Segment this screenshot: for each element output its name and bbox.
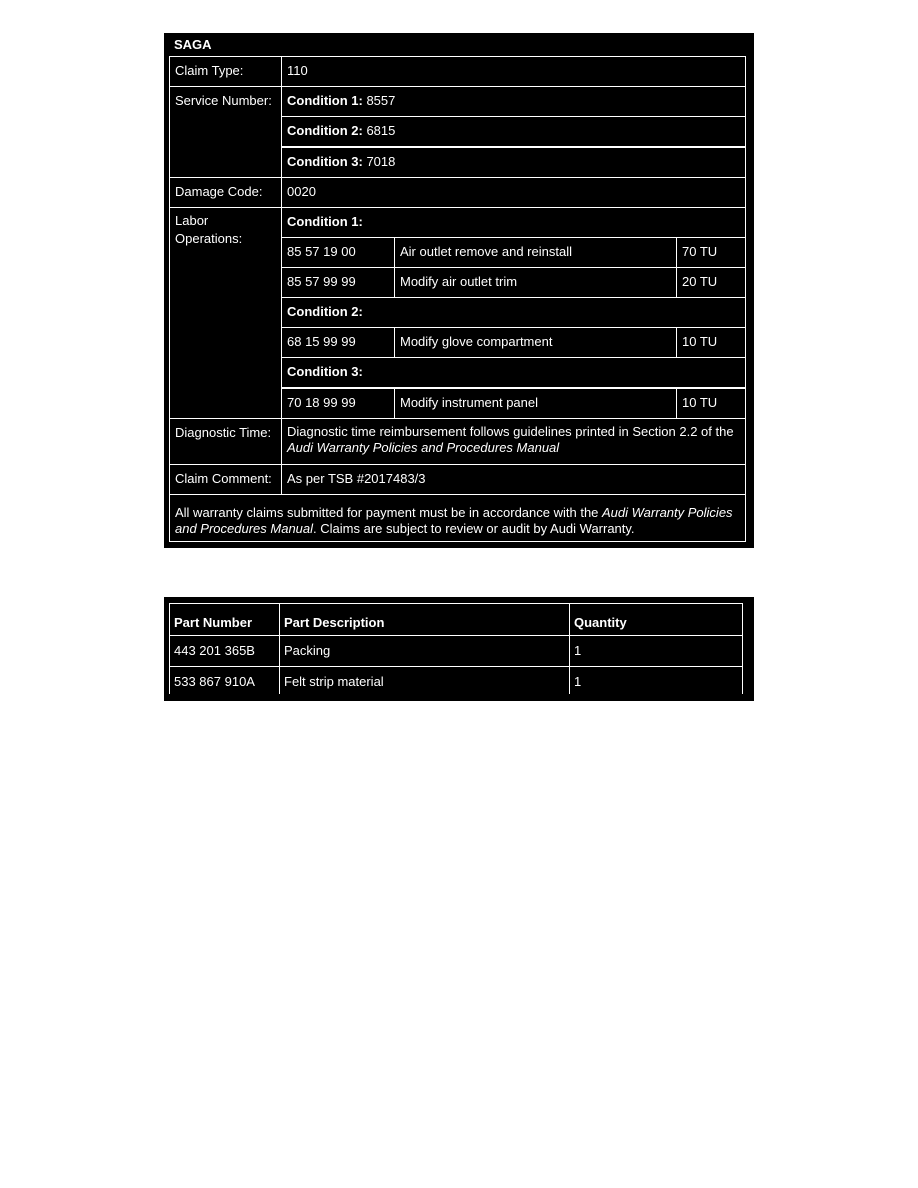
service-condition-1: Condition 1: 8557 <box>281 86 746 117</box>
labor-condition-1: Condition 1: <box>281 207 746 238</box>
column-header-quantity: Quantity <box>569 603 743 635</box>
service-condition-2: Condition 2: 6815 <box>281 116 746 147</box>
service-number-label: Service Number: <box>169 86 282 178</box>
saga-title: SAGA <box>174 37 212 52</box>
parts-table <box>164 597 754 701</box>
labor-description: Modify instrument panel <box>394 388 677 419</box>
diagnostic-time-value: Diagnostic time reimbursement follows guidelines printed in Section 2.2 of the Audi Warranty Policies and Procedures Manual <box>281 418 746 465</box>
labor-description: Modify glove compartment <box>394 327 677 358</box>
part-number: 443 201 365B <box>169 635 279 666</box>
service-condition-3: Condition 3: 7018 <box>281 147 746 178</box>
claim-type-value: 110 <box>281 56 746 87</box>
labor-time: 10 TU <box>676 388 746 419</box>
part-quantity: 1 <box>569 666 743 694</box>
warranty-footer: All warranty claims submitted for payment must be in accordance with the Audi Warranty Policies and Procedures Manual. Claims are subject to review or audit by Audi Warranty. <box>169 494 746 542</box>
saga-table <box>164 33 754 548</box>
labor-time: 20 TU <box>676 267 746 298</box>
column-header-part-description: Part Description <box>279 603 569 635</box>
claim-comment-value: As per TSB #2017483/3 <box>281 464 746 495</box>
labor-condition-2: Condition 2: <box>281 297 746 328</box>
claim-comment-label: Claim Comment: <box>169 464 282 495</box>
labor-code: 70 18 99 99 <box>281 388 395 419</box>
damage-code-label: Damage Code: <box>169 177 282 208</box>
labor-code: 85 57 19 00 <box>281 237 395 268</box>
labor-condition-3: Condition 3: <box>281 357 746 388</box>
labor-description: Air outlet remove and reinstall <box>394 237 677 268</box>
part-description: Felt strip material <box>279 666 569 694</box>
diagnostic-time-label: Diagnostic Time: <box>169 418 282 465</box>
labor-operations-label: Labor Operations: <box>169 207 282 419</box>
part-number: 533 867 910A <box>169 666 279 694</box>
part-quantity: 1 <box>569 635 743 666</box>
labor-code: 85 57 99 99 <box>281 267 395 298</box>
part-description: Packing <box>279 635 569 666</box>
labor-description: Modify air outlet trim <box>394 267 677 298</box>
claim-type-label: Claim Type: <box>169 56 282 87</box>
column-header-part-number: Part Number <box>169 603 279 635</box>
labor-time: 10 TU <box>676 327 746 358</box>
labor-code: 68 15 99 99 <box>281 327 395 358</box>
damage-code-value: 0020 <box>281 177 746 208</box>
labor-time: 70 TU <box>676 237 746 268</box>
